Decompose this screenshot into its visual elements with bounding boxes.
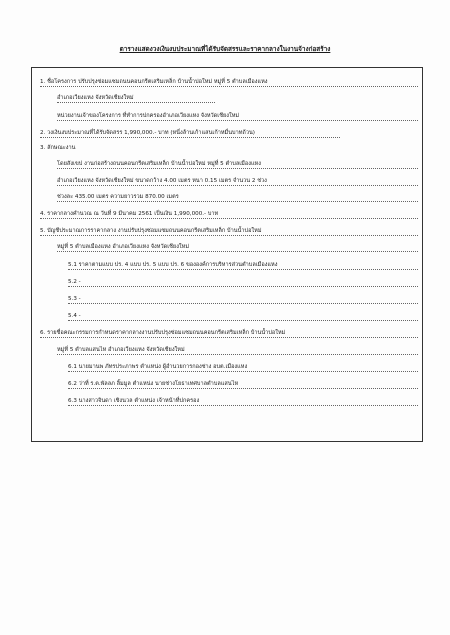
row-price-list: 5. บัญชีประมาณการราคากลาง งานปรับปรุงซ่อมแซมถนนคอนกรีตเสริมเหล็ก บ้านน้ำบ่อใหม่ xyxy=(40,228,418,235)
row-work-desc-2: อำเภอเวียงแหง จังหวัดเชียงใหม่ ขนาดกว้าง 4.00 เมตร หนา 0.15 เมตร จำนวน 2 ช่วง xyxy=(57,178,418,185)
row-price-list-location: หมู่ที่ 5 ตำบลเมืองแหง อำเภอเวียงแหง จังหวัดเชียงใหม่ xyxy=(57,244,418,251)
row-6-3: 6.3 นางสาวจินดา เชิงนวล ตำแหน่ง เจ้าหน้าที่ปกครอง xyxy=(68,398,418,405)
row-5-3: 5.3 - xyxy=(68,296,418,303)
row-reference-price: 4. ราคากลางคำนวณ ณ วันที่ 9 มีนาคม 2561 เป็นเงิน 1,990,000.- บาท xyxy=(40,211,418,218)
document-title: ตารางแสดงวงเงินงบประมาณที่ได้รับจัดสรรและราคากลางในงานจ้างก่อสร้าง xyxy=(119,45,331,53)
row-committee-location: หมู่ที่ 5 ตำบลแสนไห อำเภอเวียงแหง จังหวัดเชียงใหม่ xyxy=(57,347,418,354)
form-box xyxy=(31,67,423,442)
row-project-name: 1. ชื่อโครงการ ปรับปรุงซ่อมแซมถนนคอนกรีตเสริมเหล็ก บ้านน้ำบ่อใหม่ หมู่ที่ 5 ตำบลเมืองแหง xyxy=(40,79,418,86)
row-6-1: 6.1 นายมานพ ภัทรประภาพร ตำแหน่ง ผู้อำนวยการกองช่าง อบต.เมืองแหง xyxy=(68,364,418,371)
row-5-1: 5.1 ราคาตามแบบ ปร. 4 แบบ ปร. 5 แบบ ปร. 6 ขององค์การบริหารส่วนตำบลเมืองแหง xyxy=(68,262,418,269)
row-committee: 6. รายชื่อคณะกรรมการกำหนดราคากลางงานปรับปรุงซ่อมแซมถนนคอนกรีตเสริมเหล็ก บ้านน้ำบ่อใหม่ xyxy=(40,330,418,337)
row-project-owner: หน่วยงานเจ้าของโครงการ ที่ทำการปกครองอำเภอเวียงแหง จังหวัดเชียงใหม่ xyxy=(57,113,418,120)
row-5-2: 5.2 - xyxy=(68,279,418,286)
row-work-desc-3: ช่วงละ 435.00 เมตร ความยาวรวม 870.00 เมตร xyxy=(57,194,418,201)
row-5-4: 5.4 - xyxy=(68,313,418,320)
row-project-district: อำเภอเวียงแหง จังหวัดเชียงใหม่ xyxy=(57,95,215,102)
row-work-desc-1: โดยสังเขป งานก่อสร้างถนนคอนกรีตเสริมเหล็ก บ้านน้ำบ่อใหม่ หมู่ที่ 5 ตำบลเมืองแหง xyxy=(57,161,418,168)
row-budget: 2. วงเงินงบประมาณที่ได้รับจัดสรร 1,990,000.- บาท (หนึ่งล้านเก้าแสนเก้าหมื่นบาทถ้วน) xyxy=(40,130,340,137)
row-work-type-heading: 3. ลักษณะงาน xyxy=(40,145,76,151)
row-6-2: 6.2 ว่าที่ ร.ต.พัลลภ ลิ้มมูล ตำแหน่ง นายช่างโยธาเทศบาลตำบลแสนไห xyxy=(68,381,418,388)
